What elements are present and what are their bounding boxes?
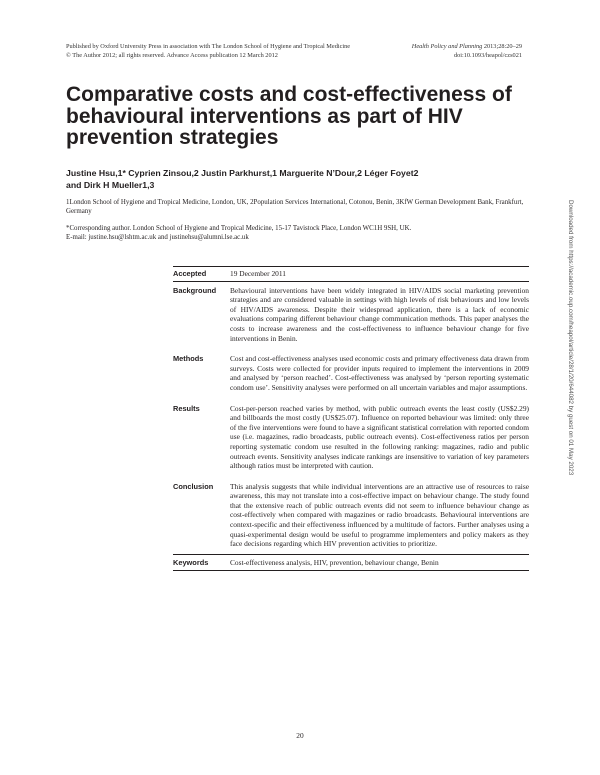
copyright-line: © The Author 2012; all rights reserved. Advance Access publication 12 March 2012	[66, 52, 278, 59]
abstract-text: 19 December 2011	[230, 269, 286, 278]
authors-line-2: and Dirk H Mueller1,3	[66, 180, 155, 191]
abstract-label: Conclusion	[173, 481, 214, 491]
abstract-row-accepted	[173, 267, 529, 281]
journal-name[interactable]: Health Policy and Planning	[411, 43, 483, 50]
abstract-row-results	[173, 404, 529, 471]
authors-line-1: Justine Hsu,1* Cyprien Zinsou,2 Justin Parkhurst,1 Marguerite N’Dour,2 Léger Foyet2	[66, 168, 419, 178]
abstract-text: Behavioural interventions have been widely integrated in HIV/AIDS social marketing prevention strategies and are considered valuable in settings with high levels of risk behaviours and low levels of HIV/AIDS awareness. Despite their widespread application, there is a lack of economic evaluations comparing different behaviour change communication methods. This paper analyses the costs to increase awareness and the cost-effectiveness to influence behaviour change for five interventions in Benin.	[230, 285, 529, 343]
citation: 2013;28:20–29	[483, 43, 522, 50]
correspondence	[66, 224, 536, 243]
abstract-label: Accepted	[173, 269, 207, 278]
corresponding-author: *Corresponding author. London School of Hygiene and Tropical Medicine, 15-17 Tavistock Place, London WC1H 9SH, UK.	[66, 225, 412, 232]
author-list	[66, 167, 536, 192]
affiliations: 1London School of Hygiene and Tropical Medicine, London, UK, 2Population Services International, Cotonou, Benin, 3KfW German Development Bank, Frankfurt, Germany	[66, 199, 524, 216]
abstract-row-keywords	[173, 555, 529, 571]
abstract-label: Methods	[173, 354, 204, 364]
abstract	[173, 266, 529, 571]
abstract-label: Keywords	[173, 557, 209, 567]
page-number: 20	[296, 731, 304, 740]
download-notice: Downloaded from https://academic.oup.com/heapol/article/28/1/20/644082 by guest on 01 May 2023	[567, 200, 574, 476]
article-title: Comparative costs and cost-effectiveness of behavioural interventions as part of HIV prevention strategies	[66, 83, 512, 149]
publisher-line: Published by Oxford University Press in association with The London School of Hygiene and Tropical Medicine	[66, 43, 351, 50]
abstract-text: Cost-per-person reached varies by method, with public outreach events the least costly (US$2.29) and billboards the most costly (US$25.07). Influence on reported behaviour was limited: only three of the five interventions were found to have a significant statistical correlation with reported condom use (i.e. magazines, radio broadcasts, public outreach events). Cost-effectiveness ratios per person reporting systematic condom use resulted in the following ranking: magazines, radio and public outreach events. Sensitivity analyses indicate rankings are insensitive to variation of key parameters although ratios must be interpreted with caution.	[230, 403, 529, 471]
abstract-row-conclusion	[173, 482, 529, 549]
abstract-bottom-rule	[173, 570, 529, 571]
abstract-label: Background	[173, 285, 217, 295]
abstract-row-background	[173, 282, 529, 344]
journal-info	[322, 42, 522, 60]
abstract-text: Cost-effectiveness analysis, HIV, prevention, behaviour change, Benin	[230, 557, 439, 567]
abstract-text: Cost and cost-effectiveness analyses used economic costs and primary effectiveness data drawn from surveys. Costs were collected for provider inputs required to implement the interventions in 2009 and analysed by ‘person reached’. Cost-effectiveness was analysed by ‘person reporting systematic condom use’. Sensitivity analyses were performed on all uncertain variables and major assumptions.	[230, 354, 529, 392]
abstract-label: Results	[173, 403, 200, 413]
doi[interactable]: doi:10.1093/heapol/czs021	[453, 52, 522, 59]
abstract-row-methods	[173, 354, 529, 392]
author-email[interactable]: E-mail: justine.hsu@lshtm.ac.uk and justinehsu@alumni.lse.ac.uk	[66, 234, 249, 242]
abstract-text: This analysis suggests that while individual interventions are an attractive use of resources to raise awareness, this may not translate into a cost-effective impact on behaviour change. The study found that the extensive reach of public outreach events did not seem to influence behaviour change as cost-effectively when compared with magazines or radio broadcasts. Behavioural interventions are context-specific and their effectiveness influenced by a multitude of factors. Further analyses using a quasi-experimental design would be useful to programme implementers and policy makers as they face decisions regarding which HIV prevention activities to prioritize.	[230, 481, 529, 549]
